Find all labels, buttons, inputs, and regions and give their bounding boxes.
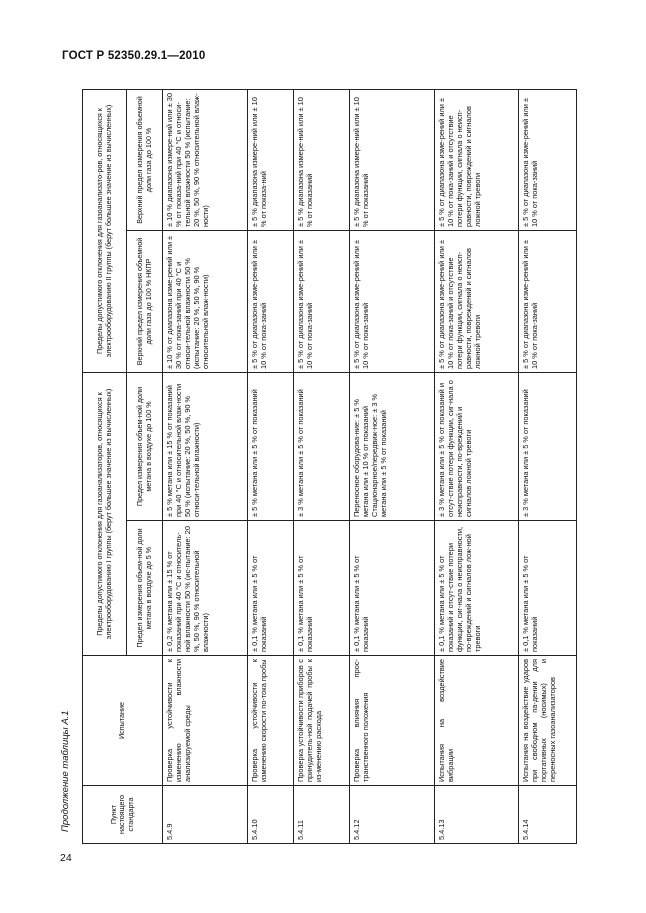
header-sub-methane-5: Предел измерения объем-ной доли метана в воздухе до 5 % bbox=[127, 521, 163, 656]
limit-cell-1: ± 0,1 % метана или ± 5 % от показаний и отсут-ствие потери функции, сиг-нала о неисправности, по-вреждений и сигналов лож-ной тревоги bbox=[435, 521, 519, 656]
limit-cell-2: Переносное оборудова-ние: ± 5 % метана или ± 10 % от показаний Стационарное/передвиж-ное: ± 3 % метана или ± 5 % от показаний bbox=[350, 372, 435, 520]
test-cell: Испытания на воздействие ударов при свободном па-дении для портативных (носимых) и переносных газоанализаторов bbox=[519, 656, 577, 786]
clause-cell: 5.4.11 bbox=[294, 786, 350, 844]
limit-cell-4: ± 5 % диапазона измере-ний или ± 10 % от показаний bbox=[294, 89, 350, 230]
limit-cell-3: ± 5 % от диапазона изме-рений или ± 10 % от пока-заний bbox=[294, 230, 350, 372]
header-group-2: Пределы допустимого отклонения для газоанализато-ров, относящихся к электрооборудованию II группы (берут большее значение из вычисленных) bbox=[83, 89, 127, 372]
test-cell: Проверка устойчивости приборов с принудитель-ной подачей пробы к из-менению расхода bbox=[294, 656, 350, 786]
clause-cell: 5.4.12 bbox=[350, 786, 435, 844]
test-cell: Проверка устойчивости к изменению скорости по-тока пробы bbox=[248, 656, 294, 786]
table-row bbox=[435, 89, 519, 843]
limit-cell-2: ± 3 % метана или ± 5 % от показаний и отсут-ствие потери функции, сиг-нала о неисправности, по-вреждений и сигналов ложной тревоги bbox=[435, 372, 519, 520]
test-cell: Проверка влияния прос-транственного положения bbox=[350, 656, 435, 786]
clause-cell: 5.4.13 bbox=[435, 786, 519, 844]
limit-cell-1: ± 0,2 % метана или ± 15 % от показаний при 40 °С и относитель-ной влажности 50 % (ис-пытание: 20 %, 50 %, 90 % относительной влажности) bbox=[163, 521, 248, 656]
header-test: Испытание bbox=[83, 656, 163, 786]
limit-cell-4: ± 5 % диапазона измере-ний или ± 10 % от показаний bbox=[350, 89, 435, 230]
limit-cell-3: ± 5 % от диапазона изме-рений или ± 10 % от пока-заний и отсутствие потери функции, сигнала о неисп-равности, повреждений и сигналов ложной тревоги bbox=[435, 230, 519, 372]
limit-cell-4: ± 5 % от диапазона изме-рений или ± 10 % от пока-заний bbox=[519, 89, 577, 230]
rotated-table-container bbox=[82, 90, 576, 844]
table-row bbox=[163, 89, 248, 843]
limit-cell-1: ± 0,1 % метана или ± 5 % от показаний bbox=[294, 521, 350, 656]
clause-cell: 5.4.10 bbox=[248, 786, 294, 844]
limit-cell-4: ± 10 % диапазона измере-ний или ± 30 % от показа-ний при 40 °С и относи-тельной влажности 50 % (испытание: 20 %, 50 %, 90 % относительной влаж-ности) bbox=[163, 89, 248, 230]
limit-cell-3: ± 10 % от диапазона изме-рений или ± 30 % от пока-заний при 40 °С и относи-тельной влажности 50 % (испытание: 20 %, 50 %, 90 % относительной влаж-ности) bbox=[163, 230, 248, 372]
limit-cell-2: ± 3 % метана или ± 5 % от показаний bbox=[519, 372, 577, 520]
header-group-1: Пределы допустимого отклонения для газоанализаторов, относящихся к электрооборудованию I группы (берут большее значение из вычисленных) bbox=[83, 372, 127, 655]
limit-cell-3: ± 5 % от диапазона изме-рений или ± 10 % от пока-заний bbox=[350, 230, 435, 372]
limit-cell-3: ± 5 % от диапазона изме-рений или ± 10 % от пока-заний bbox=[519, 230, 577, 372]
limit-cell-3: ± 5 % от диапазона изме-рений или ± 10 % от пока-заний bbox=[248, 230, 294, 372]
clause-cell: 5.4.9 bbox=[163, 786, 248, 844]
table-row bbox=[350, 89, 435, 843]
header-sub-gas-100: Верхний предел измерения объемной доли газа до 100 % bbox=[127, 89, 163, 230]
limit-cell-4: ± 5 % диапазона измере-ний или ± 10 % от показа-ний bbox=[248, 89, 294, 230]
limit-cell-1: ± 0,1 % метана или ± 5 % от показаний bbox=[519, 521, 577, 656]
limit-cell-1: ± 0,1 % метана или ± 5 % от показаний bbox=[248, 521, 294, 656]
table-row bbox=[248, 89, 294, 843]
requirements-table bbox=[82, 89, 577, 844]
page-number: 24 bbox=[60, 852, 72, 864]
table-continuation-caption: Продолжение таблицы А.1 bbox=[60, 710, 71, 832]
document-header: ГОСТ Р 52350.29.1—2010 bbox=[62, 50, 206, 62]
table-row bbox=[519, 89, 577, 843]
limit-cell-4: ± 5 % от диапазона изме-рений или ± 10 % от пока-заний и отсутствие потери функции, сигнала о неисп-равности, повреждений и сигналов ложной тревоги bbox=[435, 89, 519, 230]
header-clause: Пункт настоящего стандарта bbox=[83, 786, 163, 844]
clause-cell: 5.4.14 bbox=[519, 786, 577, 844]
limit-cell-2: ± 5 % метана или ± 5 % от показаний bbox=[248, 372, 294, 520]
test-cell: Проверка устойчивости к изменению влажности анализируемой среды bbox=[163, 656, 248, 786]
table-row bbox=[294, 89, 350, 843]
limit-cell-1: ± 0,1 % метана или ± 5 % от показаний bbox=[350, 521, 435, 656]
limit-cell-2: ± 5 % метана или ± 15 % от показаний при 40 °С и относительной влаж-ности 50 % (испытание: 20 %, 50 %, 90 % относи-тельной влажности) bbox=[163, 372, 248, 520]
header-sub-methane-100: Предел измерения объем-ной доли метана в воздухе до 100 % bbox=[127, 372, 163, 520]
header-sub-lel-100: Верхний предел измерения объемной доли газа до 100 % НКПР bbox=[127, 230, 163, 372]
limit-cell-2: ± 3 % метана или ± 5 % от показаний bbox=[294, 372, 350, 520]
test-cell: Испытания на воздействие вибрации bbox=[435, 656, 519, 786]
